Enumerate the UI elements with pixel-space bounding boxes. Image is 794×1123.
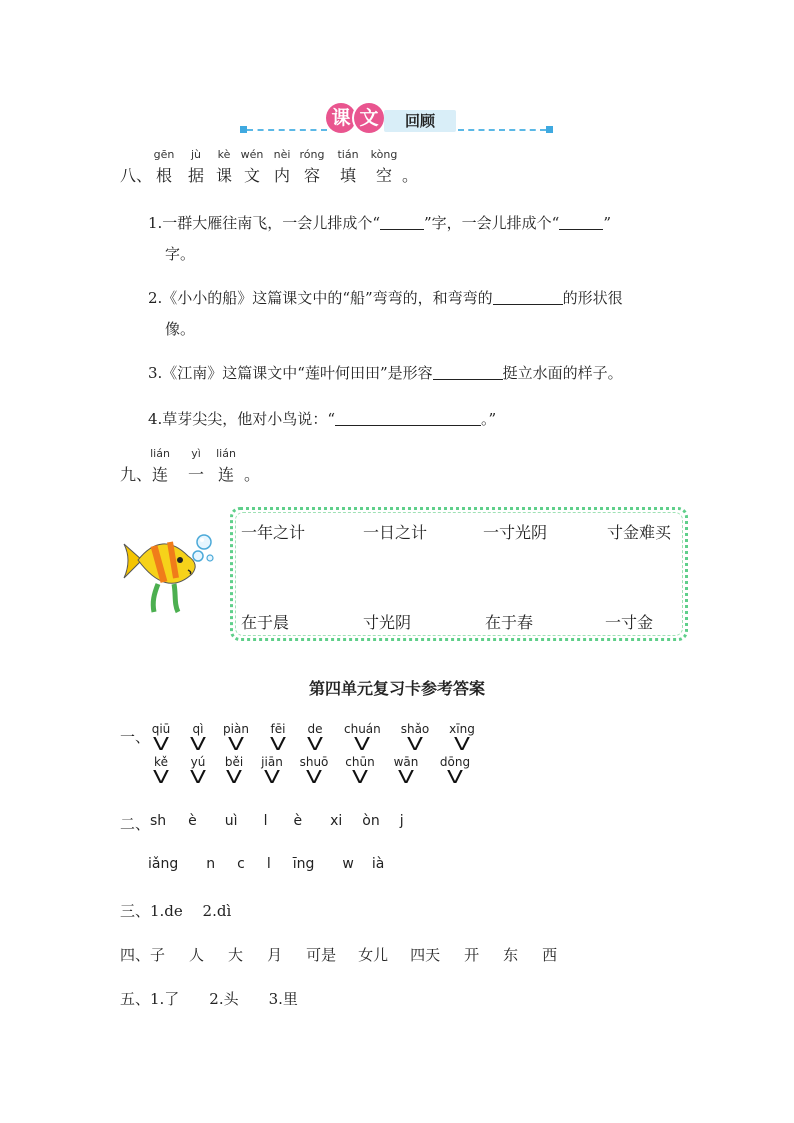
match-top-4[interactable]: 寸金难买 (607, 523, 672, 542)
tick-item: jiān V (261, 755, 283, 788)
q1-text-c: ” (603, 214, 611, 232)
question-3 (148, 363, 623, 383)
match-bottom-4[interactable]: 一寸金 (605, 613, 654, 632)
py-char: kòng 空 (370, 148, 398, 185)
banner-review-tag: 回顾 (384, 110, 456, 132)
tick-item: kě V (152, 755, 170, 788)
section-8-number: 八、 (120, 166, 153, 185)
py-char: jù 据 (188, 148, 205, 185)
q2-text-b: 的形状很 (562, 289, 623, 307)
q1-blank-1[interactable] (380, 215, 424, 230)
section-9-number: 九、 (120, 465, 153, 484)
question-1 (148, 213, 611, 233)
py-char: lián 连 (216, 447, 236, 484)
question-2 (148, 288, 623, 308)
py-char: kè 课 (216, 148, 233, 185)
question-4 (148, 409, 496, 429)
q1-blank-2[interactable] (559, 215, 603, 230)
match-top-1[interactable]: 一年之计 (241, 523, 306, 542)
tick-item: shǎo V (400, 722, 430, 755)
matching-box (230, 507, 688, 641)
py-char: wén 文 (240, 148, 264, 185)
tick-item: yú V (189, 755, 207, 788)
answer-4: 四、子 人 大 月 可是 女儿 四天 开 东 西 (120, 946, 558, 964)
banner-line-left (247, 129, 327, 131)
py-char: tián 填 (337, 148, 359, 185)
q2-blank[interactable] (493, 290, 563, 305)
section-9-end: 。 (244, 465, 261, 484)
py-char: lián 连 (150, 447, 170, 484)
py-char: róng 容 (299, 148, 325, 185)
q1-text-a: 1.一群大雁往南飞，一会儿排成个“ (148, 214, 380, 232)
answer-1-number: 一、 (120, 728, 151, 746)
banner-dot-left (240, 126, 247, 133)
match-bottom-3[interactable]: 在于春 (485, 613, 534, 632)
py-char: nèi 内 (273, 148, 291, 185)
match-bottom-1[interactable]: 在于晨 (241, 613, 290, 632)
banner-line-right (458, 129, 546, 131)
section-8-end: 。 (402, 166, 419, 185)
answers-title: 第四单元复习卡参考答案 (308, 679, 485, 698)
question-2-cont: 像。 (165, 320, 196, 338)
match-top-2[interactable]: 一日之计 (363, 523, 428, 542)
fish-icon (118, 526, 222, 614)
answer-2-number: 二、 (120, 815, 151, 833)
q3-text-b: 挺立水面的样子。 (502, 364, 623, 382)
q1-text-b: ”字，一会儿排成个“ (423, 214, 560, 232)
tick-item: de V (306, 722, 324, 755)
question-1-cont: 字。 (165, 245, 196, 263)
answer-5: 五、1.了 2.头 3.里 (120, 990, 298, 1008)
tick-item: fēi V (269, 722, 287, 755)
q4-text-b: 。” (480, 410, 497, 428)
q4-blank[interactable] (335, 411, 481, 426)
q3-blank[interactable] (433, 365, 503, 380)
answer-3: 三、1.de 2.dì (120, 902, 232, 920)
tick-item: chūn V (345, 755, 375, 788)
py-char: gēn 根 (153, 148, 175, 185)
tick-item: qiū V (151, 722, 171, 755)
section-9-heading (120, 447, 320, 485)
match-top-3[interactable]: 一寸光阴 (483, 523, 548, 542)
py-char: yì 一 (188, 447, 205, 484)
banner-dot-right (546, 126, 553, 133)
tick-item: shuō V (299, 755, 329, 788)
tick-item: běi V (224, 755, 244, 788)
match-bottom-2[interactable]: 寸光阴 (363, 613, 412, 632)
answer-2-row-2: iǎng n c l īng w ià (148, 856, 385, 872)
banner-circle-1: 课 (326, 103, 356, 133)
tick-item: dōng V (439, 755, 471, 788)
tick-item: wān V (393, 755, 419, 788)
section-8-heading (120, 148, 460, 186)
tick-item: piàn V (223, 722, 249, 755)
q3-text-a: 3.《江南》这篇课文中“莲叶何田田”是形容 (148, 364, 433, 382)
q2-text-a: 2.《小小的船》这篇课文中的“船”弯弯的，和弯弯的 (148, 289, 493, 307)
answer-2-row-1: sh è uì l è xi òn j (150, 813, 404, 829)
tick-item: xīng V (449, 722, 475, 755)
tick-item: chuán V (344, 722, 381, 755)
banner-circle-2: 文 (354, 103, 384, 133)
q4-text-a: 4.草芽尖尖，他对小鸟说：“ (148, 410, 335, 428)
tick-item: qì V (189, 722, 207, 755)
